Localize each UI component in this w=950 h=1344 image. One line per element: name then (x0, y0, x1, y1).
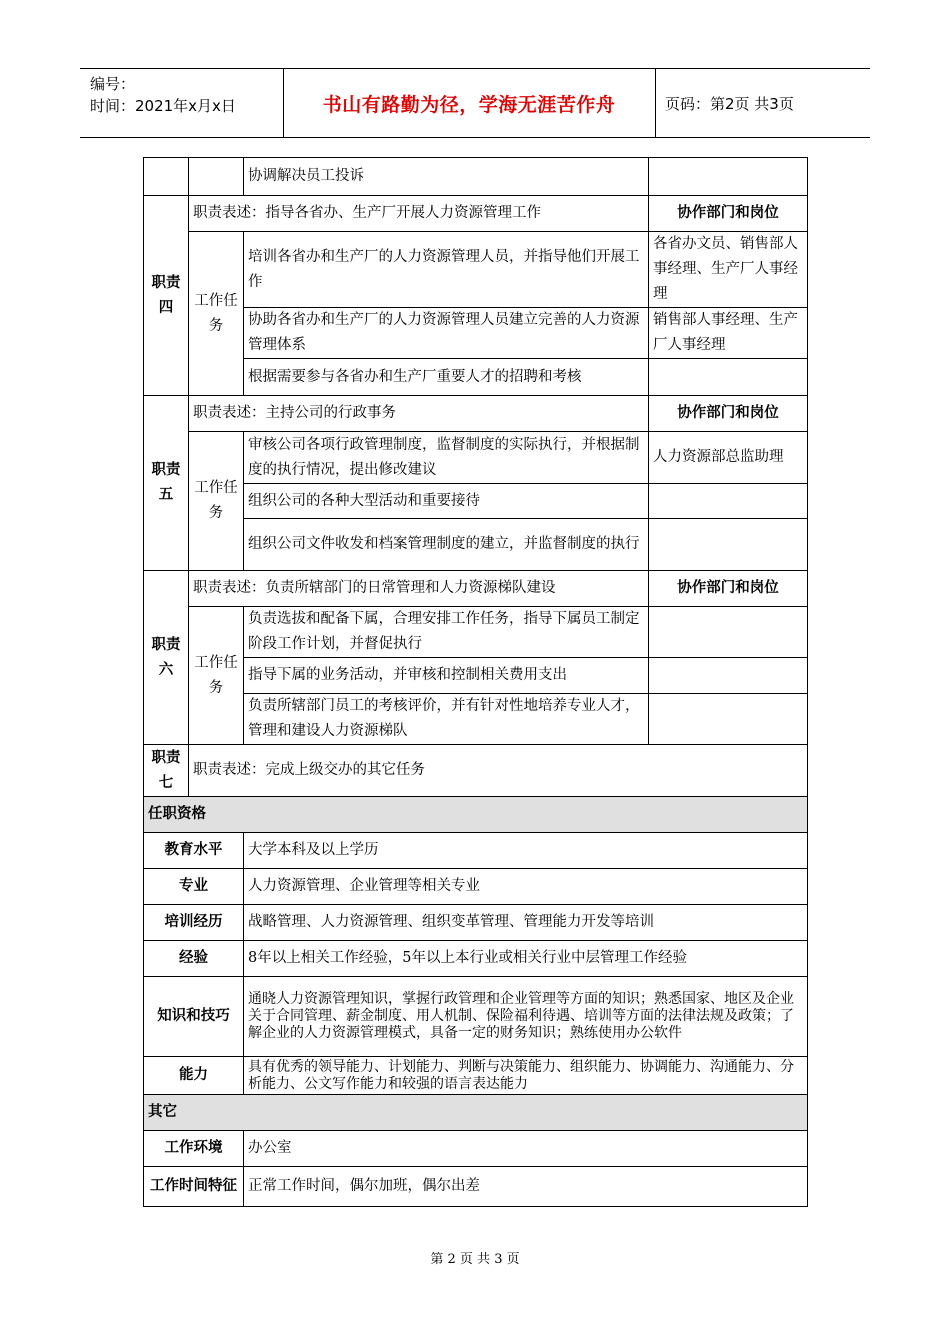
collab-cell (649, 607, 808, 658)
task-label: 工作任务 (189, 432, 244, 571)
qualification-row (144, 905, 808, 941)
task-row (144, 359, 808, 396)
page-header (80, 68, 870, 138)
duty-desc-row (144, 745, 808, 797)
task-row (144, 308, 808, 359)
other-row (144, 1167, 808, 1207)
task-row (144, 607, 808, 658)
other-value: 正常工作时间，偶尔加班，偶尔出差 (244, 1167, 808, 1207)
qualification-row (144, 941, 808, 977)
duty-description: 职责表述：主持公司的行政事务 (189, 396, 649, 432)
other-label: 工作时间特征 (144, 1167, 244, 1207)
qualification-label: 教育水平 (144, 833, 244, 869)
qualifications-title: 任职资格 (144, 797, 808, 833)
task-row (144, 432, 808, 484)
other-row (144, 1131, 808, 1167)
duty-desc-row (144, 396, 808, 432)
task-text: 培训各省办和生产厂的人力资源管理人员，并指导他们开展工作 (244, 232, 649, 308)
other-title: 其它 (144, 1095, 808, 1131)
collab-cell (649, 519, 808, 571)
duty-description: 职责表述：完成上级交办的其它任务 (189, 745, 808, 797)
qualification-row (144, 869, 808, 905)
page-footer: 第 2 页 共 3 页 (430, 1252, 520, 1267)
duty-description: 职责表述：负责所辖部门的日常管理和人力资源梯队建设 (189, 571, 649, 607)
task-text: 负责选拔和配备下属，合理安排工作任务，指导下属员工制定阶段工作计划，并督促执行 (244, 607, 649, 658)
collab-cell (649, 658, 808, 694)
task-text: 协调解决员工投诉 (244, 158, 649, 196)
qualification-value: 通晓人力资源管理知识，掌握行政管理和企业管理等方面的知识；熟悉国家、地区及企业关于合同管理、薪金制度、用人机制、保险福利待遇、培训等方面的法律法规及政策；了解企业的人力资源管理模式，具备一定的财务知识；熟练使用办公软件 (244, 977, 808, 1057)
duty-desc-row (144, 571, 808, 607)
task-text: 指导下属的业务活动，并审核和控制相关费用支出 (244, 658, 649, 694)
collab-header: 协作部门和岗位 (649, 196, 808, 232)
qualification-value: 具有优秀的领导能力、计划能力、判断与决策能力、组织能力、协调能力、沟通能力、分析能力、公文写作能力和较强的语言表达能力 (244, 1057, 808, 1095)
qualification-label: 经验 (144, 941, 244, 977)
other-label: 工作环境 (144, 1131, 244, 1167)
qualification-value: 战略管理、人力资源管理、组织变革管理、管理能力开发等培训 (244, 905, 808, 941)
header-page-info: 页码：第2页 共3页 (665, 95, 794, 113)
collab-cell (649, 359, 808, 396)
collab-cell: 人力资源部总监助理 (649, 432, 808, 484)
other-value: 办公室 (244, 1131, 808, 1167)
collab-cell: 各省办文员、销售部人事经理、生产厂人事经理 (649, 232, 808, 308)
empty-cell (144, 158, 189, 196)
duty-label: 职责六 (144, 571, 189, 745)
qualification-row (144, 833, 808, 869)
section-header-row (144, 1095, 808, 1131)
qualification-value: 人力资源管理、企业管理等相关专业 (244, 869, 808, 905)
serial-label: 编号： (90, 75, 136, 93)
duty-label: 职责四 (144, 196, 189, 396)
task-row (144, 232, 808, 308)
collab-cell (649, 484, 808, 519)
task-row (144, 694, 808, 745)
header-motto: 书山有路勤为径，学海无涯苦作舟 (322, 93, 616, 116)
qualification-row (144, 1057, 808, 1095)
duty-desc-row (144, 196, 808, 232)
collab-cell (649, 694, 808, 745)
task-label: 工作任务 (189, 607, 244, 745)
qualification-value: 8年以上相关工作经验，5年以上本行业或相关行业中层管理工作经验 (244, 941, 808, 977)
collab-header: 协作部门和岗位 (649, 571, 808, 607)
collab-cell: 销售部人事经理、生产厂人事经理 (649, 308, 808, 359)
table-row (144, 158, 808, 196)
task-text: 协助各省办和生产厂的人力资源管理人员建立完善的人力资源管理体系 (244, 308, 649, 359)
qualification-label: 能力 (144, 1057, 244, 1095)
duty-label: 职责五 (144, 396, 189, 571)
qualification-row (144, 977, 808, 1057)
duty-label: 职责七 (144, 745, 189, 797)
task-text: 根据需要参与各省办和生产厂重要人才的招聘和考核 (244, 359, 649, 396)
collab-header: 协作部门和岗位 (649, 396, 808, 432)
empty-cell (189, 158, 244, 196)
duty-description: 职责表述：指导各省办、生产厂开展人力资源管理工作 (189, 196, 649, 232)
task-text: 组织公司的各种大型活动和重要接待 (244, 484, 649, 519)
job-description-table (143, 157, 808, 1207)
section-header-row (144, 797, 808, 833)
qualification-label: 知识和技巧 (144, 977, 244, 1057)
collab-cell (649, 158, 808, 196)
task-row (144, 484, 808, 519)
qualification-label: 培训经历 (144, 905, 244, 941)
header-meta (90, 73, 236, 117)
header-divider (655, 69, 656, 137)
task-row (144, 658, 808, 694)
qualification-label: 专业 (144, 869, 244, 905)
time-label: 时间：2021年x月x日 (90, 97, 236, 115)
task-text: 组织公司文件收发和档案管理制度的建立，并监督制度的执行 (244, 519, 649, 571)
task-text: 负责所辖部门员工的考核评价，并有针对性地培养专业人才，管理和建设人力资源梯队 (244, 694, 649, 745)
task-label: 工作任务 (189, 232, 244, 396)
qualification-value: 大学本科及以上学历 (244, 833, 808, 869)
task-row (144, 519, 808, 571)
task-text: 审核公司各项行政管理制度，监督制度的实际执行，并根据制度的执行情况，提出修改建议 (244, 432, 649, 484)
